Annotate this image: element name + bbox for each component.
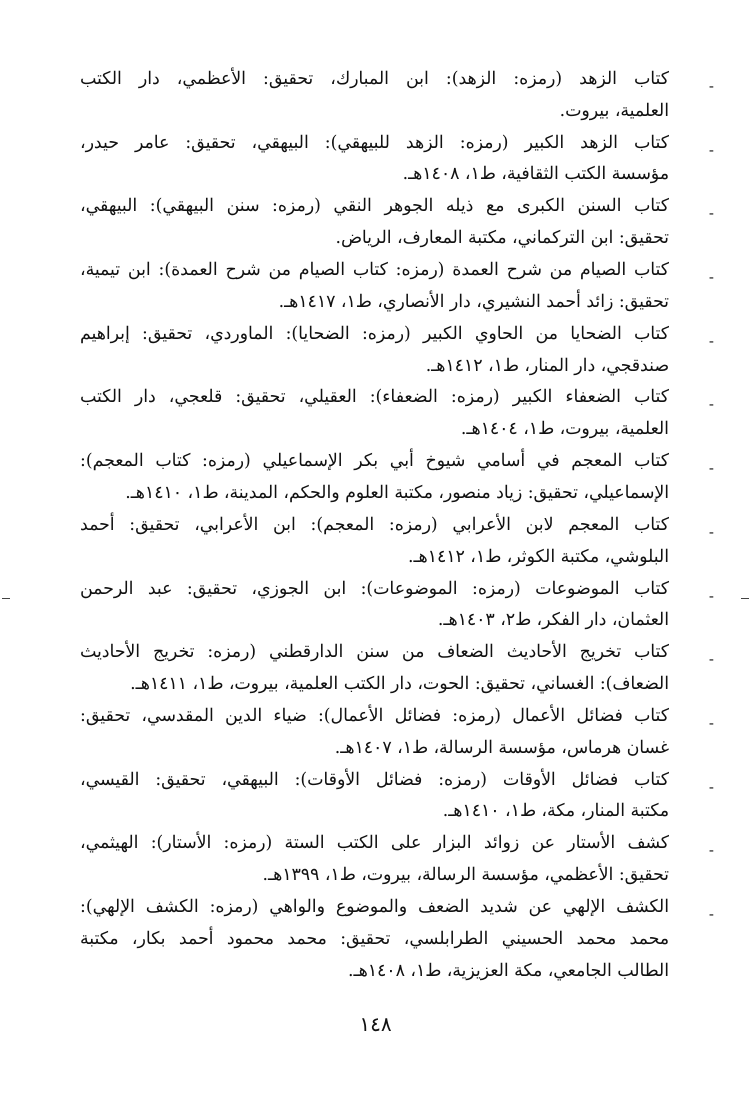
entry-bullet: - [708, 395, 714, 414]
entry-line: مؤسسة الكتب الثقافية، ط١، ١٤٠٨هـ. [402, 164, 669, 185]
entry-line: غسان هرماس، مؤسسة الرسالة، ط١، ١٤٠٧هـ. [334, 737, 669, 758]
entry-line: العلمية، بيروت، ط١، ١٤٠٤هـ. [460, 419, 669, 440]
bibliography-entry [80, 446, 714, 510]
entry-line: الكشف الإلهي عن شديد الضعف والموضوع والواهي (رمزه: الكشف الإلهي): [80, 896, 669, 917]
entry-line: كتاب فضائل الأوقات (رمزه: فضائل الأوقات): البيهقي، تحقيق: القيسي، [80, 769, 669, 790]
margin-tick [741, 598, 749, 599]
entry-line: كتاب الموضوعات (رمزه: الموضوعات): ابن الجوزي، تحقيق: عبد الرحمن [80, 578, 669, 599]
entry-line: مكتبة المنار، مكة، ط١، ١٤١٠هـ. [442, 801, 669, 822]
entry-bullet: - [708, 841, 714, 860]
entry-line: كتاب الصيام من شرح العمدة (رمزه: كتاب الصيام من شرح العمدة): ابن تيمية، [80, 260, 669, 281]
entry-line: كتاب تخريج الأحاديث الضعاف من سنن الدارقطني (رمزه: تخريج الأحاديث [80, 642, 669, 663]
entry-line: محمد محمد الحسيني الطرابلسي، تحقيق: محمد محمود أحمد بكار، مكتبة [80, 928, 669, 949]
bibliography-entry [80, 191, 714, 255]
bibliography-entry [80, 64, 714, 128]
entry-line: كتاب الزهد الكبير (رمزه: الزهد للبيهقي): البيهقي، تحقيق: عامر حيدر، [80, 132, 669, 153]
bibliography-entry [80, 637, 714, 701]
entry-bullet: - [708, 650, 714, 669]
bibliography-entry [80, 319, 714, 383]
entry-bullet: - [708, 331, 714, 350]
entry-bullet: - [708, 204, 714, 223]
entry-line: الطالب الجامعي، مكة العزيزية، ط١، ١٤٠٨هـ. [348, 960, 669, 981]
bibliography-entry [80, 510, 714, 574]
entry-line: كتاب فضائل الأعمال (رمزه: فضائل الأعمال): ضياء الدين المقدسي، تحقيق: [80, 705, 669, 726]
entry-line: تحقيق: ابن التركماني، مكتبة المعارف، الرياض. [335, 228, 669, 249]
bibliography-entry [80, 255, 714, 319]
entry-line: كتاب الضعفاء الكبير (رمزه: الضعفاء): العقيلي، تحقيق: قلعجي، دار الكتب [80, 387, 669, 408]
page-number: ١٤٨ [359, 1012, 392, 1036]
entry-line: كتاب السنن الكبرى مع ذيله الجوهر النقي (رمزه: سنن البيهقي): البيهقي، [80, 196, 669, 217]
entry-line: تحقيق: زائد أحمد النشيري، دار الأنصاري، ط١، ١٤١٧هـ. [278, 291, 669, 312]
bibliography-entry [80, 701, 714, 765]
bibliography-entry [80, 382, 714, 446]
entry-line: العلمية، بيروت. [559, 100, 669, 121]
bibliography-entry [80, 128, 714, 192]
bibliography-list [80, 64, 714, 987]
entry-line: الضعاف): الغساني، تحقيق: الحوت، دار الكتب العلمية، بيروت، ط١، ١٤١١هـ. [130, 673, 669, 694]
bibliography-entry [80, 574, 714, 638]
bibliography-entry [80, 892, 714, 987]
entry-line: كتاب الضحايا من الحاوي الكبير (رمزه: الضحايا): الماوردي، تحقيق: إبراهيم [80, 323, 669, 344]
entry-bullet: - [708, 140, 714, 159]
entry-bullet: - [708, 586, 714, 605]
entry-line: كتاب المعجم في أسامي شيوخ أبي بكر الإسماعيلي (رمزه: كتاب المعجم): [80, 451, 669, 472]
entry-line: كشف الأستار عن زوائد البزار على الكتب الستة (رمزه: الأستار): الهيثمي، [80, 833, 669, 854]
entry-bullet: - [708, 459, 714, 478]
margin-tick [2, 598, 10, 599]
entry-line: صندقجي، دار المنار، ط١، ١٤١٢هـ. [425, 355, 669, 376]
entry-bullet: - [708, 77, 714, 95]
entry-line: العثمان، دار الفكر، ط٢، ١٤٠٣هـ. [437, 610, 669, 631]
entry-bullet: - [708, 522, 714, 541]
entry-line: تحقيق: الأعظمي، مؤسسة الرسالة، بيروت، ط١، ١٣٩٩هـ. [262, 865, 669, 886]
bibliography-entry [80, 765, 714, 829]
entry-bullet: - [708, 777, 714, 796]
entry-bullet: - [708, 268, 714, 287]
entry-bullet: - [708, 713, 714, 732]
entry-bullet: - [708, 904, 714, 923]
entry-line: البلوشي، مكتبة الكوثر، ط١، ١٤١٢هـ. [408, 546, 669, 567]
entry-line: كتاب الزهد (رمزه: الزهد): ابن المبارك، تحقيق: الأعظمي، دار الكتب [80, 69, 669, 89]
entry-line: كتاب المعجم لابن الأعرابي (رمزه: المعجم): ابن الأعرابي، تحقيق: أحمد [80, 514, 669, 535]
bibliography-entry [80, 828, 714, 892]
entry-line: الإسماعيلي، تحقيق: زياد منصور، مكتبة العلوم والحكم، المدينة، ط١، ١٤١٠هـ. [125, 482, 669, 503]
